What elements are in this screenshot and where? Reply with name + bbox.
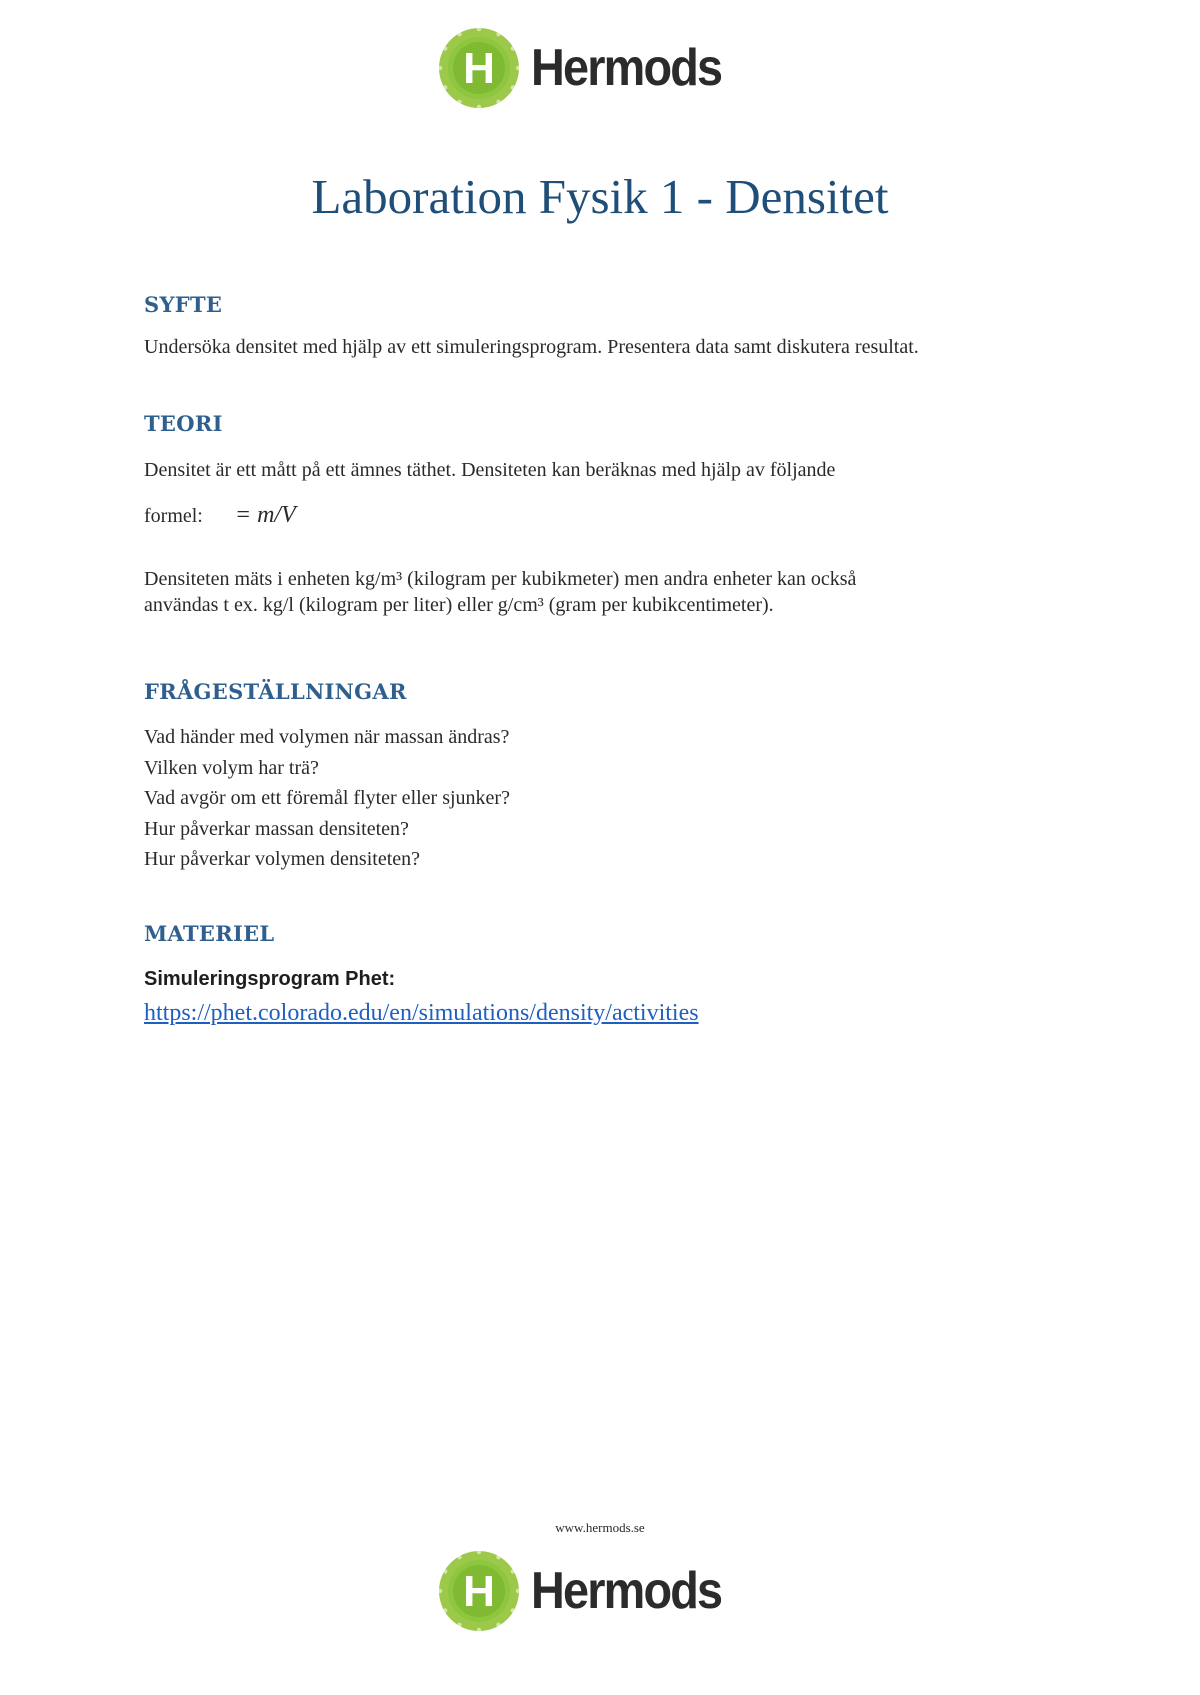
teori-para2-line1: Densiteten mäts i enheten kg/m³ (kilogram per kubikmeter) men andra enheter kan också bbox=[144, 568, 857, 590]
question-list bbox=[144, 722, 510, 875]
hermods-logo-icon bbox=[437, 1549, 521, 1633]
footer-logo bbox=[437, 1547, 767, 1635]
materiel-label: Simuleringsprogram Phet: bbox=[144, 968, 396, 990]
teori-formula-line bbox=[144, 502, 296, 529]
page-title: Laboration Fysik 1 - Densitet bbox=[311, 169, 889, 224]
header-logo bbox=[437, 24, 767, 112]
teori-para2-line2: användas t ex. kg/l (kilogram per liter) eller g/cm³ (gram per kubikcentimeter). bbox=[144, 594, 774, 616]
section-heading-materiel: MATERIEL bbox=[144, 921, 275, 946]
logo-wordmark: Hermods bbox=[531, 1562, 722, 1620]
section-heading-fragestallningar: FRÅGESTÄLLNINGAR bbox=[144, 679, 407, 704]
question-item: Vilken volym har trä? bbox=[144, 756, 319, 779]
formula-label: formel: bbox=[144, 505, 203, 527]
question-item: Hur påverkar massan densiteten? bbox=[144, 817, 409, 840]
density-formula: = m/V bbox=[234, 502, 296, 528]
question-item: Vad avgör om ett föremål flyter eller sjunker? bbox=[144, 787, 510, 809]
logo-letter: H bbox=[463, 1567, 495, 1616]
teori-line1: Densitet är ett mått på ett ämnes täthet. Densiteten kan beräknas med hjälp av följande bbox=[144, 459, 836, 481]
phet-simulation-link[interactable]: https://phet.colorado.edu/en/simulations/density/activities bbox=[144, 1000, 699, 1026]
footer-url: www.hermods.se bbox=[555, 1520, 645, 1535]
syfte-text: Undersöka densitet med hjälp av ett simuleringsprogram. Presentera data samt diskutera resultat. bbox=[144, 336, 919, 358]
section-heading-teori: TEORI bbox=[144, 411, 223, 436]
logo-letter: H bbox=[463, 44, 495, 93]
logo-wordmark: Hermods bbox=[531, 39, 722, 97]
hermods-logo-icon bbox=[437, 26, 521, 110]
section-heading-syfte: SYFTE bbox=[144, 292, 223, 317]
question-item: Hur påverkar volymen densiteten? bbox=[144, 848, 421, 870]
question-item: Vad händer med volymen när massan ändras? bbox=[144, 726, 510, 748]
